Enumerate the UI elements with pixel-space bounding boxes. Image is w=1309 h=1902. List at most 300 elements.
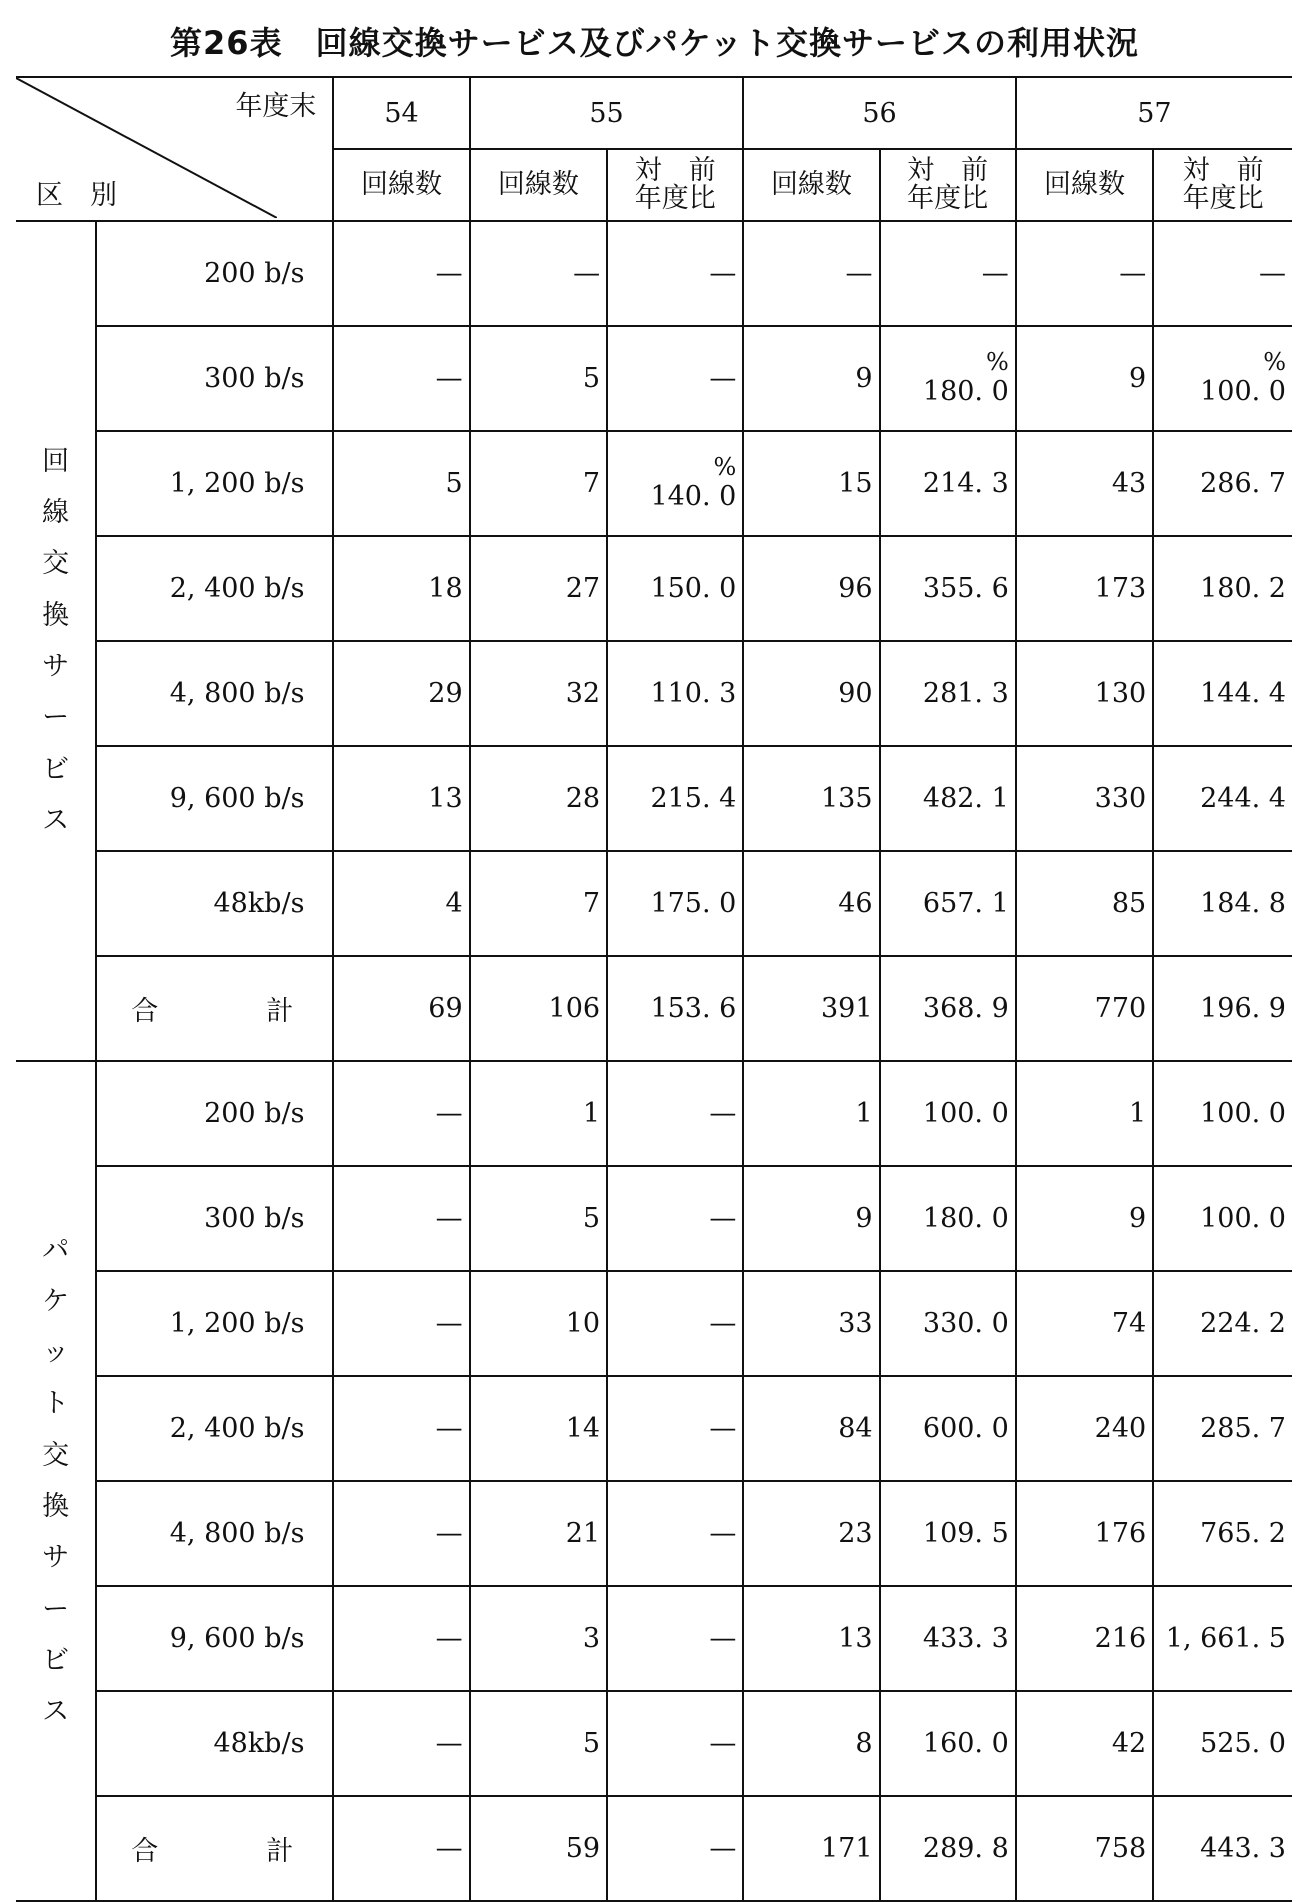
lines-cell bbox=[470, 1796, 607, 1901]
cell-value: 13 bbox=[428, 783, 463, 814]
ratio-cell bbox=[1153, 1796, 1292, 1901]
cell-value: 100. 0 bbox=[1200, 1203, 1286, 1234]
cell-value: 9 bbox=[1129, 363, 1147, 394]
cell-value: 214. 3 bbox=[922, 468, 1009, 499]
cell-value: — bbox=[1259, 258, 1286, 289]
cell-value: — bbox=[709, 1203, 737, 1234]
cell-value: 765. 2 bbox=[1200, 1518, 1286, 1549]
cell-value: 160. 0 bbox=[922, 1728, 1009, 1759]
ratio-cell bbox=[1153, 1481, 1292, 1586]
cell-value: 330. 0 bbox=[922, 1308, 1009, 1339]
cell-value: — bbox=[1119, 258, 1147, 289]
cell-value: — bbox=[435, 1728, 463, 1759]
speed-label bbox=[96, 431, 333, 536]
cell-value: 59 bbox=[565, 1833, 601, 1864]
cell-value: 184. 8 bbox=[1200, 888, 1286, 919]
cell-value: — bbox=[435, 1413, 463, 1444]
ratio-cell bbox=[880, 641, 1016, 746]
total-label bbox=[96, 956, 333, 1061]
cell-value: 216 bbox=[1094, 1623, 1147, 1654]
lines-cell bbox=[1016, 1796, 1153, 1901]
lines-cell bbox=[743, 1061, 879, 1166]
col-lines-54: 回線数 bbox=[333, 149, 469, 221]
cell-value: 85 bbox=[1111, 888, 1147, 919]
cell-value: — bbox=[845, 258, 873, 289]
table-row bbox=[16, 1586, 1292, 1691]
cell-value: 196. 9 bbox=[1200, 993, 1286, 1024]
cell-value: 23 bbox=[838, 1518, 873, 1549]
ratio-cell bbox=[607, 1691, 743, 1796]
cell-value: 1 bbox=[855, 1098, 873, 1129]
speed-label bbox=[96, 1691, 333, 1796]
cell-value: 1 bbox=[1129, 1098, 1147, 1129]
cell-value: — bbox=[709, 1623, 737, 1654]
ratio-cell bbox=[1153, 221, 1292, 326]
cell-value: 1 bbox=[582, 1098, 601, 1129]
percent-sign: % bbox=[713, 453, 737, 481]
row-label-text: 48kb/s bbox=[213, 888, 305, 919]
cell-value: 9 bbox=[1129, 1203, 1147, 1234]
speed-label bbox=[96, 221, 333, 326]
cell-value: 27 bbox=[565, 573, 601, 604]
lines-cell bbox=[1016, 1376, 1153, 1481]
cell-value: 443. 3 bbox=[1200, 1833, 1286, 1864]
ratio-cell bbox=[607, 1271, 743, 1376]
lines-cell bbox=[470, 1376, 607, 1481]
cell-value: 135 bbox=[821, 783, 873, 814]
lines-cell bbox=[743, 1691, 879, 1796]
table-row bbox=[16, 431, 1292, 536]
cell-value: 7 bbox=[582, 468, 601, 499]
cell-value: 100. 0 bbox=[922, 1098, 1009, 1129]
cell-value: — bbox=[435, 1098, 463, 1129]
section-category-char: パ bbox=[42, 1234, 70, 1266]
lines-cell bbox=[470, 641, 607, 746]
ratio-cell bbox=[607, 1796, 743, 1901]
lines-cell bbox=[470, 536, 607, 641]
cell-value: 69 bbox=[428, 993, 463, 1024]
speed-label bbox=[96, 746, 333, 851]
table-row bbox=[16, 1271, 1292, 1376]
cell-value: 180. 0 bbox=[922, 376, 1009, 407]
row-label-text: 4, 800 b/s bbox=[169, 678, 305, 709]
cell-value: 8 bbox=[855, 1728, 873, 1759]
percent-sign: % bbox=[985, 348, 1009, 376]
cell-value: 3 bbox=[582, 1623, 601, 1654]
cell-value: 281. 3 bbox=[922, 678, 1009, 709]
table-row bbox=[16, 1796, 1292, 1901]
year-header-56: 56 bbox=[743, 77, 1015, 149]
cell-value: 14 bbox=[565, 1413, 601, 1444]
cell-value: 286. 7 bbox=[1200, 468, 1286, 499]
lines-cell bbox=[743, 326, 879, 431]
row-label-text: 300 b/s bbox=[204, 1203, 305, 1234]
cell-value: 244. 4 bbox=[1200, 783, 1286, 814]
table-row bbox=[16, 1481, 1292, 1586]
lines-cell bbox=[1016, 1061, 1153, 1166]
lines-cell bbox=[470, 1481, 607, 1586]
lines-cell bbox=[333, 1271, 469, 1376]
lines-cell bbox=[470, 1691, 607, 1796]
section-category-char: 交 bbox=[42, 548, 70, 580]
cell-value: 43 bbox=[1111, 468, 1147, 499]
section-category-char: ケ bbox=[42, 1285, 70, 1317]
cell-value: — bbox=[435, 1518, 463, 1549]
ratio-cell bbox=[1153, 1061, 1292, 1166]
year-header-55: 55 bbox=[470, 77, 744, 149]
col-ratio-57 bbox=[1153, 149, 1292, 221]
speed-label bbox=[96, 1271, 333, 1376]
table-row bbox=[16, 641, 1292, 746]
cell-value: 144. 4 bbox=[1200, 678, 1286, 709]
row-label-text: 200 b/s bbox=[204, 1098, 305, 1129]
lines-cell bbox=[1016, 431, 1153, 536]
cell-value: 46 bbox=[838, 888, 873, 919]
col-ratio-line1: 対 前 bbox=[907, 154, 989, 186]
row-label-text: 48kb/s bbox=[213, 1728, 305, 1759]
usage-table bbox=[16, 76, 1292, 1902]
speed-label bbox=[96, 536, 333, 641]
cell-value: — bbox=[709, 1518, 737, 1549]
lines-cell bbox=[743, 851, 879, 956]
lines-cell bbox=[1016, 221, 1153, 326]
lines-cell bbox=[743, 641, 879, 746]
lines-cell bbox=[470, 221, 607, 326]
ratio-cell bbox=[880, 1166, 1016, 1271]
lines-cell bbox=[470, 746, 607, 851]
lines-cell bbox=[743, 221, 879, 326]
corner-category-label: 区 別 bbox=[36, 180, 117, 211]
table-row bbox=[16, 851, 1292, 956]
cell-value: 13 bbox=[838, 1623, 873, 1654]
table-row bbox=[16, 536, 1292, 641]
lines-cell bbox=[1016, 641, 1153, 746]
ratio-cell bbox=[607, 746, 743, 851]
section-category-char: ト bbox=[42, 1388, 70, 1420]
lines-cell bbox=[333, 1691, 469, 1796]
cell-value: 15 bbox=[838, 468, 873, 499]
year-header-57: 57 bbox=[1016, 77, 1292, 149]
col-ratio-55 bbox=[607, 149, 743, 221]
cell-value: 433. 3 bbox=[922, 1623, 1009, 1654]
cell-value: 5 bbox=[582, 1203, 601, 1234]
section-category-char: ビ bbox=[42, 1644, 70, 1676]
cell-value: 106 bbox=[548, 993, 601, 1024]
corner-year-label: 年度末 bbox=[235, 91, 317, 122]
cell-value: — bbox=[709, 1413, 737, 1444]
lines-cell bbox=[1016, 326, 1153, 431]
section-category-char: 交 bbox=[42, 1439, 70, 1471]
cell-value: 600. 0 bbox=[922, 1413, 1009, 1444]
cell-value: 9 bbox=[855, 1203, 873, 1234]
ratio-cell bbox=[880, 221, 1016, 326]
lines-cell bbox=[1016, 1586, 1153, 1691]
ratio-cell bbox=[1153, 431, 1292, 536]
lines-cell bbox=[1016, 1166, 1153, 1271]
cell-value: — bbox=[435, 1833, 463, 1864]
col-lines-56: 回線数 bbox=[743, 149, 879, 221]
cell-value: 4 bbox=[445, 888, 463, 919]
cell-value: 175. 0 bbox=[650, 888, 737, 919]
ratio-cell bbox=[880, 1481, 1016, 1586]
speed-label bbox=[96, 1586, 333, 1691]
cell-value: 110. 3 bbox=[650, 678, 737, 709]
section-category-char: ス bbox=[42, 1696, 70, 1728]
col-lines-55: 回線数 bbox=[470, 149, 607, 221]
cell-value: 770 bbox=[1094, 993, 1147, 1024]
table-row bbox=[16, 746, 1292, 851]
cell-value: 84 bbox=[838, 1413, 873, 1444]
table-row bbox=[16, 1691, 1292, 1796]
lines-cell bbox=[743, 1481, 879, 1586]
cell-value: 100. 0 bbox=[1200, 1098, 1286, 1129]
lines-cell bbox=[333, 1061, 469, 1166]
cell-value: 7 bbox=[582, 888, 601, 919]
cell-value: 525. 0 bbox=[1200, 1728, 1286, 1759]
cell-value: 28 bbox=[565, 783, 601, 814]
cell-value: 368. 9 bbox=[922, 993, 1009, 1024]
ratio-cell bbox=[1153, 536, 1292, 641]
section-category-char: 回 bbox=[42, 445, 70, 477]
cell-value: — bbox=[709, 258, 737, 289]
ratio-cell bbox=[607, 1481, 743, 1586]
lines-cell bbox=[333, 536, 469, 641]
cell-value: 140. 0 bbox=[650, 481, 737, 512]
ratio-cell bbox=[880, 1691, 1016, 1796]
col-lines-57: 回線数 bbox=[1016, 149, 1153, 221]
lines-cell bbox=[470, 1271, 607, 1376]
section-category-char: 線 bbox=[42, 497, 70, 529]
ratio-cell bbox=[607, 1586, 743, 1691]
speed-label bbox=[96, 1481, 333, 1586]
lines-cell bbox=[743, 431, 879, 536]
lines-cell bbox=[1016, 536, 1153, 641]
row-label-text: 1, 200 b/s bbox=[169, 1308, 305, 1339]
cell-value: 74 bbox=[1111, 1308, 1147, 1339]
cell-value: 391 bbox=[821, 993, 873, 1024]
lines-cell bbox=[743, 746, 879, 851]
row-label-text: 4, 800 b/s bbox=[169, 1518, 305, 1549]
cell-value: — bbox=[435, 1203, 463, 1234]
cell-value: 330 bbox=[1094, 783, 1147, 814]
row-label-text: 2, 400 b/s bbox=[169, 573, 305, 604]
speed-label bbox=[96, 641, 333, 746]
table-row bbox=[16, 1166, 1292, 1271]
cell-value: 355. 6 bbox=[922, 573, 1009, 604]
table-row bbox=[16, 1376, 1292, 1481]
ratio-cell bbox=[880, 956, 1016, 1061]
speed-label bbox=[96, 1061, 333, 1166]
lines-cell bbox=[333, 1481, 469, 1586]
table-row bbox=[16, 956, 1292, 1061]
lines-cell bbox=[743, 1166, 879, 1271]
cell-value: — bbox=[573, 258, 601, 289]
lines-cell bbox=[333, 956, 469, 1061]
percent-sign: % bbox=[1263, 348, 1286, 376]
col-ratio-line2: 年度比 bbox=[907, 183, 989, 214]
cell-value: 173 bbox=[1094, 573, 1147, 604]
table-row bbox=[16, 326, 1292, 431]
cell-value: 21 bbox=[565, 1518, 601, 1549]
cell-value: 5 bbox=[582, 363, 601, 394]
ratio-cell bbox=[1153, 1376, 1292, 1481]
cell-value: — bbox=[435, 363, 463, 394]
section-category-char: ビ bbox=[42, 753, 70, 785]
cell-value: 130 bbox=[1094, 678, 1147, 709]
lines-cell bbox=[470, 956, 607, 1061]
section-category-char: ー bbox=[42, 1593, 70, 1625]
cell-value: 758 bbox=[1094, 1833, 1147, 1864]
lines-cell bbox=[333, 1796, 469, 1901]
ratio-cell bbox=[880, 1271, 1016, 1376]
ratio-cell bbox=[880, 851, 1016, 956]
cell-value: 176 bbox=[1094, 1518, 1147, 1549]
section-category-char: サ bbox=[42, 1542, 70, 1574]
ratio-cell bbox=[1153, 851, 1292, 956]
cell-value: 10 bbox=[565, 1308, 601, 1339]
row-label-text: 合 計 bbox=[131, 1836, 294, 1867]
cell-value: 482. 1 bbox=[922, 783, 1009, 814]
cell-value: 153. 6 bbox=[650, 993, 737, 1024]
cell-value: — bbox=[435, 258, 463, 289]
section-category-char: ス bbox=[42, 804, 70, 836]
ratio-cell bbox=[1153, 1271, 1292, 1376]
lines-cell bbox=[1016, 1271, 1153, 1376]
ratio-cell bbox=[880, 1796, 1016, 1901]
row-label-text: 200 b/s bbox=[204, 258, 305, 289]
col-ratio-line2: 年度比 bbox=[1182, 183, 1264, 214]
section-category bbox=[16, 221, 96, 1061]
lines-cell bbox=[1016, 1481, 1153, 1586]
lines-cell bbox=[333, 746, 469, 851]
section-category-char: 換 bbox=[42, 599, 70, 631]
cell-value: 150. 0 bbox=[650, 573, 737, 604]
lines-cell bbox=[743, 1271, 879, 1376]
lines-cell bbox=[743, 956, 879, 1061]
cell-value: 18 bbox=[428, 573, 463, 604]
cell-value: 289. 8 bbox=[922, 1833, 1009, 1864]
header-corner bbox=[16, 77, 333, 221]
col-ratio-line1: 対 前 bbox=[1182, 154, 1264, 186]
lines-cell bbox=[470, 1061, 607, 1166]
ratio-cell bbox=[1153, 326, 1292, 431]
row-label-text: 2, 400 b/s bbox=[169, 1413, 305, 1444]
cell-value: 33 bbox=[838, 1308, 873, 1339]
section-category-char: サ bbox=[42, 651, 70, 682]
ratio-cell bbox=[880, 746, 1016, 851]
lines-cell bbox=[470, 431, 607, 536]
cell-value: 100. 0 bbox=[1200, 376, 1286, 407]
ratio-cell bbox=[880, 536, 1016, 641]
lines-cell bbox=[1016, 851, 1153, 956]
col-ratio-56 bbox=[880, 149, 1016, 221]
table-title: 第26表 回線交換サービス及びパケット交換サービスの利用状況 bbox=[170, 24, 1139, 62]
ratio-cell bbox=[607, 641, 743, 746]
lines-cell bbox=[470, 851, 607, 956]
ratio-cell bbox=[607, 431, 743, 536]
table-row bbox=[16, 221, 1292, 326]
total-label bbox=[96, 1796, 333, 1901]
ratio-cell bbox=[1153, 956, 1292, 1061]
speed-label bbox=[96, 326, 333, 431]
speed-label bbox=[96, 1376, 333, 1481]
ratio-cell bbox=[1153, 641, 1292, 746]
cell-value: 29 bbox=[428, 678, 463, 709]
cell-value: — bbox=[709, 1728, 737, 1759]
ratio-cell bbox=[1153, 1586, 1292, 1691]
cell-value: 1, 661. 5 bbox=[1165, 1623, 1286, 1654]
year-header-54: 54 bbox=[333, 77, 469, 149]
cell-value: — bbox=[709, 1308, 737, 1339]
ratio-cell bbox=[607, 221, 743, 326]
lines-cell bbox=[333, 326, 469, 431]
lines-cell bbox=[1016, 956, 1153, 1061]
table-row bbox=[16, 1061, 1292, 1166]
lines-cell bbox=[1016, 746, 1153, 851]
row-label-text: 9, 600 b/s bbox=[169, 1623, 305, 1654]
lines-cell bbox=[470, 326, 607, 431]
cell-value: 240 bbox=[1094, 1413, 1147, 1444]
lines-cell bbox=[470, 1166, 607, 1271]
lines-cell bbox=[333, 431, 469, 536]
cell-value: — bbox=[435, 1308, 463, 1339]
ratio-cell bbox=[880, 1586, 1016, 1691]
cell-value: 5 bbox=[582, 1728, 601, 1759]
cell-value: 171 bbox=[821, 1833, 873, 1864]
cell-value: 215. 4 bbox=[650, 783, 737, 814]
section-category-char: ッ bbox=[42, 1337, 70, 1369]
ratio-cell bbox=[1153, 1691, 1292, 1796]
ratio-cell bbox=[880, 1061, 1016, 1166]
ratio-cell bbox=[880, 326, 1016, 431]
ratio-cell bbox=[1153, 746, 1292, 851]
cell-value: 5 bbox=[445, 468, 463, 499]
cell-value: 9 bbox=[855, 363, 873, 394]
row-label-text: 9, 600 b/s bbox=[169, 783, 305, 814]
col-ratio-line2: 年度比 bbox=[634, 183, 716, 214]
lines-cell bbox=[743, 1796, 879, 1901]
cell-value: 180. 0 bbox=[922, 1203, 1009, 1234]
speed-label bbox=[96, 1166, 333, 1271]
ratio-cell bbox=[1153, 1166, 1292, 1271]
lines-cell bbox=[333, 641, 469, 746]
cell-value: 657. 1 bbox=[922, 888, 1009, 919]
cell-value: 109. 5 bbox=[922, 1518, 1009, 1549]
lines-cell bbox=[333, 851, 469, 956]
ratio-cell bbox=[607, 1061, 743, 1166]
cell-value: — bbox=[981, 258, 1009, 289]
row-label-text: 合 計 bbox=[131, 996, 294, 1027]
cell-value: 90 bbox=[838, 678, 873, 709]
lines-cell bbox=[1016, 1691, 1153, 1796]
ratio-cell bbox=[607, 1166, 743, 1271]
ratio-cell bbox=[607, 326, 743, 431]
cell-value: 96 bbox=[838, 573, 873, 604]
cell-value: — bbox=[709, 1098, 737, 1129]
ratio-cell bbox=[880, 1376, 1016, 1481]
section-category-char: ー bbox=[42, 702, 70, 734]
ratio-cell bbox=[607, 851, 743, 956]
ratio-cell bbox=[607, 1376, 743, 1481]
lines-cell bbox=[333, 221, 469, 326]
section-category bbox=[16, 1061, 96, 1901]
lines-cell bbox=[743, 1376, 879, 1481]
lines-cell bbox=[333, 1586, 469, 1691]
row-label-text: 300 b/s bbox=[204, 363, 305, 394]
section-category-char: 換 bbox=[42, 1491, 70, 1522]
lines-cell bbox=[333, 1376, 469, 1481]
cell-value: 180. 2 bbox=[1200, 573, 1286, 604]
